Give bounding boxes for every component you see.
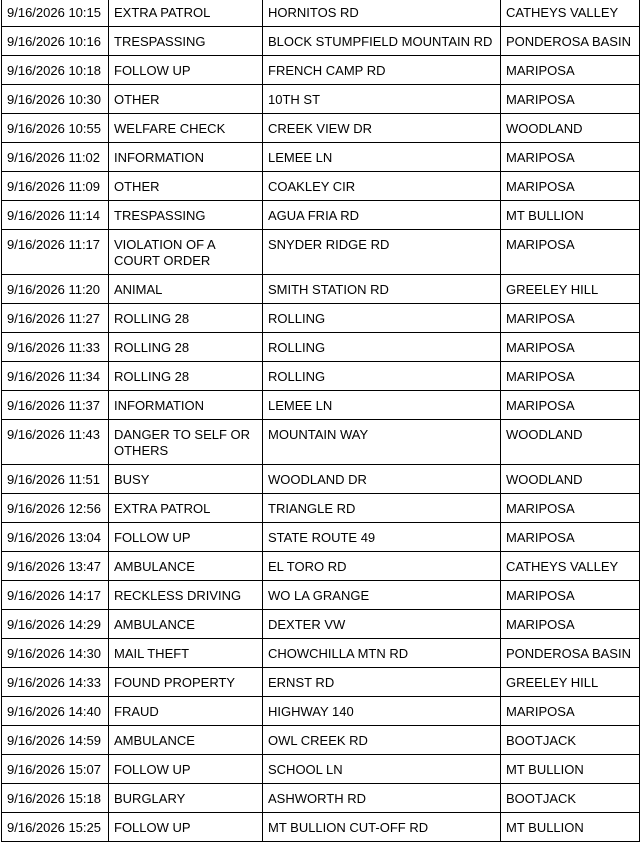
cell-area: MT BULLION <box>501 201 640 230</box>
cell-location: SNYDER RIDGE RD <box>263 230 501 275</box>
cell-datetime: 9/16/2026 11:17 <box>2 230 109 275</box>
cell-area: MARIPOSA <box>501 56 640 85</box>
table-row <box>2 27 640 56</box>
cell-datetime: 9/16/2026 11:51 <box>2 465 109 494</box>
cell-area: BOOTJACK <box>501 726 640 755</box>
cell-call-type: EXTRA PATROL <box>109 494 263 523</box>
cell-call-type: INFORMATION <box>109 143 263 172</box>
table-row <box>2 0 640 27</box>
cell-datetime: 9/16/2026 14:40 <box>2 697 109 726</box>
cell-call-type: FOLLOW UP <box>109 813 263 842</box>
cell-location: ERNST RD <box>263 668 501 697</box>
cell-location: ROLLING <box>263 333 501 362</box>
table-row <box>2 523 640 552</box>
cell-location: OWL CREEK RD <box>263 726 501 755</box>
cell-location: SMITH STATION RD <box>263 275 501 304</box>
cell-location: WOODLAND DR <box>263 465 501 494</box>
cell-area: MARIPOSA <box>501 172 640 201</box>
cell-datetime: 9/16/2026 11:09 <box>2 172 109 201</box>
cell-location: ASHWORTH RD <box>263 784 501 813</box>
cell-datetime: 9/16/2026 13:47 <box>2 552 109 581</box>
cell-call-type: VIOLATION OF A COURT ORDER <box>109 230 263 275</box>
cell-datetime: 9/16/2026 15:07 <box>2 755 109 784</box>
cell-area: WOODLAND <box>501 465 640 494</box>
table-row <box>2 755 640 784</box>
cell-area: MT BULLION <box>501 755 640 784</box>
cell-location: AGUA FRIA RD <box>263 201 501 230</box>
cell-area: MARIPOSA <box>501 523 640 552</box>
cell-call-type: EXTRA PATROL <box>109 0 263 27</box>
cell-area: MARIPOSA <box>501 143 640 172</box>
cell-location: ROLLING <box>263 362 501 391</box>
cell-datetime: 9/16/2026 14:59 <box>2 726 109 755</box>
cell-location: TRIANGLE RD <box>263 494 501 523</box>
cell-location: WO LA GRANGE <box>263 581 501 610</box>
table-row <box>2 668 640 697</box>
table-row <box>2 465 640 494</box>
cell-area: WOODLAND <box>501 420 640 465</box>
cell-area: PONDEROSA BASIN <box>501 27 640 56</box>
cell-location: MT BULLION CUT-OFF RD <box>263 813 501 842</box>
cell-call-type: DANGER TO SELF OR OTHERS <box>109 420 263 465</box>
cell-area: WOODLAND <box>501 114 640 143</box>
table-row <box>2 56 640 85</box>
cell-datetime: 9/16/2026 15:18 <box>2 784 109 813</box>
cell-area: MT BULLION <box>501 813 640 842</box>
cell-area: MARIPOSA <box>501 391 640 420</box>
cell-location: HORNITOS RD <box>263 0 501 27</box>
cell-datetime: 9/16/2026 11:34 <box>2 362 109 391</box>
cell-call-type: ROLLING 28 <box>109 304 263 333</box>
cell-datetime: 9/16/2026 12:56 <box>2 494 109 523</box>
cell-location: STATE ROUTE 49 <box>263 523 501 552</box>
cell-call-type: ROLLING 28 <box>109 362 263 391</box>
cell-datetime: 9/16/2026 14:17 <box>2 581 109 610</box>
cell-area: MARIPOSA <box>501 697 640 726</box>
cell-area: MARIPOSA <box>501 494 640 523</box>
cell-datetime: 9/16/2026 11:37 <box>2 391 109 420</box>
cell-call-type: FOLLOW UP <box>109 755 263 784</box>
cell-location: 10TH ST <box>263 85 501 114</box>
table-row <box>2 697 640 726</box>
table-row <box>2 726 640 755</box>
table-row <box>2 230 640 275</box>
cell-call-type: MAIL THEFT <box>109 639 263 668</box>
table-row <box>2 494 640 523</box>
cell-datetime: 9/16/2026 10:30 <box>2 85 109 114</box>
cell-location: FRENCH CAMP RD <box>263 56 501 85</box>
cell-location: DEXTER VW <box>263 610 501 639</box>
cell-datetime: 9/16/2026 10:15 <box>2 0 109 27</box>
cell-area: MARIPOSA <box>501 581 640 610</box>
table-row <box>2 201 640 230</box>
table-row <box>2 552 640 581</box>
cell-call-type: ANIMAL <box>109 275 263 304</box>
cell-area: CATHEYS VALLEY <box>501 552 640 581</box>
table-row <box>2 304 640 333</box>
table-row <box>2 333 640 362</box>
cell-area: PONDEROSA BASIN <box>501 639 640 668</box>
table-row <box>2 420 640 465</box>
cell-area: GREELEY HILL <box>501 275 640 304</box>
cell-datetime: 9/16/2026 14:33 <box>2 668 109 697</box>
table-row <box>2 639 640 668</box>
cell-datetime: 9/16/2026 14:29 <box>2 610 109 639</box>
cell-datetime: 9/16/2026 11:33 <box>2 333 109 362</box>
table-row <box>2 581 640 610</box>
cell-location: HIGHWAY 140 <box>263 697 501 726</box>
cell-location: SCHOOL LN <box>263 755 501 784</box>
cell-area: MARIPOSA <box>501 362 640 391</box>
cell-datetime: 9/16/2026 11:02 <box>2 143 109 172</box>
cell-call-type: TRESPASSING <box>109 201 263 230</box>
cell-call-type: RECKLESS DRIVING <box>109 581 263 610</box>
cell-location: CHOWCHILLA MTN RD <box>263 639 501 668</box>
cell-call-type: INFORMATION <box>109 391 263 420</box>
cell-call-type: TRESPASSING <box>109 27 263 56</box>
cell-call-type: FOLLOW UP <box>109 523 263 552</box>
cell-datetime: 9/16/2026 11:20 <box>2 275 109 304</box>
call-log-body <box>2 0 640 842</box>
cell-datetime: 9/16/2026 10:18 <box>2 56 109 85</box>
cell-datetime: 9/16/2026 11:27 <box>2 304 109 333</box>
cell-location: EL TORO RD <box>263 552 501 581</box>
cell-area: MARIPOSA <box>501 85 640 114</box>
cell-datetime: 9/16/2026 14:30 <box>2 639 109 668</box>
cell-location: LEMEE LN <box>263 143 501 172</box>
call-log-table <box>1 0 640 842</box>
table-row <box>2 813 640 842</box>
cell-location: CREEK VIEW DR <box>263 114 501 143</box>
cell-location: COAKLEY CIR <box>263 172 501 201</box>
cell-call-type: OTHER <box>109 172 263 201</box>
cell-area: MARIPOSA <box>501 333 640 362</box>
cell-datetime: 9/16/2026 10:55 <box>2 114 109 143</box>
table-row <box>2 172 640 201</box>
cell-area: MARIPOSA <box>501 230 640 275</box>
cell-location: ROLLING <box>263 304 501 333</box>
table-row <box>2 143 640 172</box>
cell-call-type: AMBULANCE <box>109 610 263 639</box>
table-row <box>2 784 640 813</box>
cell-area: GREELEY HILL <box>501 668 640 697</box>
cell-call-type: BUSY <box>109 465 263 494</box>
cell-location: BLOCK STUMPFIELD MOUNTAIN RD <box>263 27 501 56</box>
table-row <box>2 114 640 143</box>
cell-call-type: AMBULANCE <box>109 552 263 581</box>
table-row <box>2 275 640 304</box>
cell-call-type: ROLLING 28 <box>109 333 263 362</box>
cell-call-type: OTHER <box>109 85 263 114</box>
cell-area: BOOTJACK <box>501 784 640 813</box>
cell-call-type: BURGLARY <box>109 784 263 813</box>
cell-location: LEMEE LN <box>263 391 501 420</box>
table-row <box>2 362 640 391</box>
cell-call-type: AMBULANCE <box>109 726 263 755</box>
cell-datetime: 9/16/2026 11:43 <box>2 420 109 465</box>
cell-datetime: 9/16/2026 11:14 <box>2 201 109 230</box>
cell-area: MARIPOSA <box>501 610 640 639</box>
table-row <box>2 610 640 639</box>
table-row <box>2 85 640 114</box>
cell-datetime: 9/16/2026 13:04 <box>2 523 109 552</box>
cell-area: CATHEYS VALLEY <box>501 0 640 27</box>
cell-call-type: FOLLOW UP <box>109 56 263 85</box>
cell-call-type: FOUND PROPERTY <box>109 668 263 697</box>
cell-call-type: WELFARE CHECK <box>109 114 263 143</box>
cell-datetime: 9/16/2026 10:16 <box>2 27 109 56</box>
cell-area: MARIPOSA <box>501 304 640 333</box>
cell-datetime: 9/16/2026 15:25 <box>2 813 109 842</box>
table-row <box>2 391 640 420</box>
cell-call-type: FRAUD <box>109 697 263 726</box>
cell-location: MOUNTAIN WAY <box>263 420 501 465</box>
